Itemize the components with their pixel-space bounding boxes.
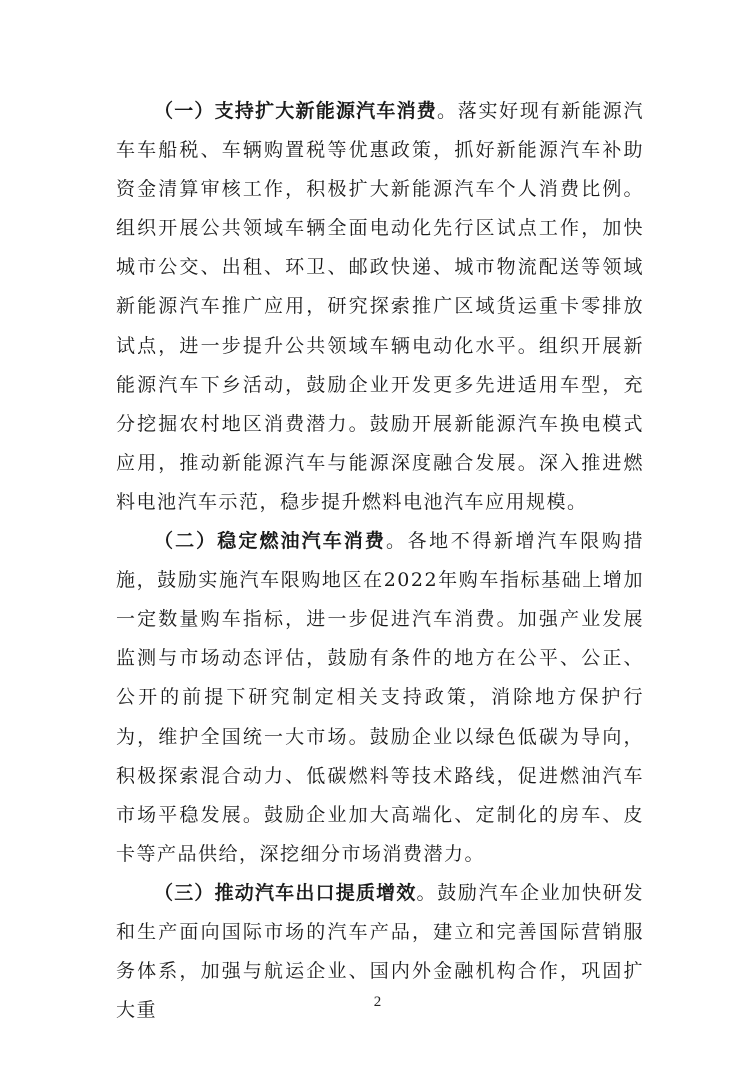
paragraph-3-text: 。鼓励汽车企业加快研发和生产面向国际市场的汽车产品，建立和完善国际营销服务体系，加强与航运企业、国内外金融机构合作，巩固扩大重 bbox=[116, 881, 644, 1022]
paragraph-2-heading: （二）稳定燃油汽车消费 bbox=[154, 530, 386, 553]
paragraph-2 bbox=[116, 522, 644, 874]
paragraph-3-heading: （三）推动汽车出口提质增效 bbox=[154, 881, 417, 904]
paragraph-1-text: 。落实好现有新能源汽车车船税、车辆购置税等优惠政策，抓好新能源汽车补助资金清算审核工作，积极扩大新能源汽车个人消费比例。组织开展公共领域车辆全面电动化先行区试点工作，加快城市公交、出租、环卫、邮政快递、城市物流配送等领域新能源汽车推广应用，研究探索推广区域货运重卡零排放试点，进一步提升公共领域车辆电动化水平。组织开展新能源汽车下乡活动，鼓励企业开发更多先进适用车型，充分挖掘农村地区消费潜力。鼓励开展新能源汽车换电模式应用，推动新能源汽车与能源深度融合发展。深入推进燃料电池汽车示范，稳步提升燃料电池汽车应用规模。 bbox=[116, 100, 644, 513]
body-text bbox=[116, 92, 644, 1030]
page-number: 2 bbox=[373, 994, 382, 1010]
paragraph-1-heading: （一）支持扩大新能源汽车消费 bbox=[154, 100, 438, 122]
paragraph-1 bbox=[116, 92, 644, 522]
paragraph-2-text: 。各地不得新增汽车限购措施，鼓励实施汽车限购地区在2022年购车指标基础上增加一定数量购车指标，进一步促进汽车消费。加强产业发展监测与市场动态评估，鼓励有条件的地方在公平、公正、公开的前提下研究制定相关支持政策，消除地方保护行为，维护全国统一大市场。鼓励企业以绿色低碳为导向，积极探索混合动力、低碳燃料等技术路线，促进燃油汽车市场平稳发展。鼓励企业加大高端化、定制化的房车、皮卡等产品供给，深挖细分市场消费潜力。 bbox=[116, 530, 644, 865]
